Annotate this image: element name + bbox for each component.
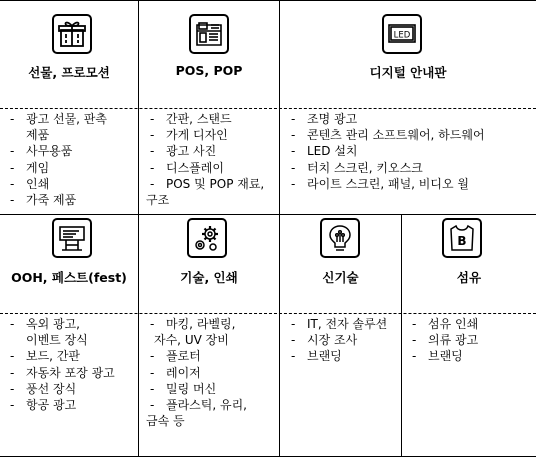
row-separator [0, 214, 536, 215]
billboard-icon [52, 218, 92, 258]
list-item: - 가죽 제품 [0, 192, 107, 208]
list-item: - 항공 광고 [0, 397, 115, 413]
gears-icon [187, 218, 227, 258]
list-item: - 브랜딩 [402, 348, 478, 364]
category-title: 선물, 프로모션 [28, 65, 110, 80]
list-item: - 자동차 포장 광고 [0, 365, 115, 381]
list-item: - 보드, 간판 [0, 348, 115, 364]
category-items [281, 316, 387, 365]
list-item: - 콘텐츠 관리 소프트웨어, 하드웨어 [281, 127, 485, 143]
list-item: - 조명 광고 [281, 111, 485, 127]
list-item: - 플로터 [140, 348, 247, 364]
category-title: OOH, 페스트(fest) [11, 270, 127, 285]
list-item: - 디스플레이 [140, 160, 264, 176]
category-items [0, 316, 115, 413]
row-separator [0, 313, 536, 314]
list-item: - 밀링 머신 [140, 381, 247, 397]
category-title: 기술, 인쇄 [180, 270, 238, 285]
lightbulb-head-icon [320, 218, 360, 258]
list-item: - 사무용품 [0, 143, 107, 159]
gift-box-icon [52, 14, 92, 54]
category-items [402, 316, 478, 365]
list-item: - 광고 선물, 판촉 제품 [0, 111, 107, 143]
category-title: 섬유 [456, 270, 482, 285]
list-item: - 플라스틱, 유리, 금속 등 [140, 397, 247, 429]
list-item: - 광고 사진 [140, 143, 264, 159]
list-item: - 게임 [0, 160, 107, 176]
category-title: POS, POP [175, 63, 243, 78]
category-title: 디지털 안내판 [369, 65, 447, 80]
list-item: - 인쇄 [0, 176, 107, 192]
list-item: - 섬유 인쇄 [402, 316, 478, 332]
store-display-icon [189, 14, 229, 54]
list-item: - 풍선 장식 [0, 381, 115, 397]
list-item: - 마킹, 라벨링, 자수, UV 장비 [140, 316, 247, 348]
svg-text:B: B [457, 234, 467, 248]
list-item: - 간판, 스탠드 [140, 111, 264, 127]
category-items [281, 111, 485, 192]
category-items [0, 111, 107, 208]
table-top-border [0, 0, 536, 1]
list-item: - 가게 디자인 [140, 127, 264, 143]
list-item: - 의류 광고 [402, 332, 478, 348]
list-item: - 라이트 스크린, 패널, 비디오 월 [281, 176, 485, 192]
list-item: - IT, 전자 솔루션 [281, 316, 387, 332]
row-separator [0, 108, 536, 109]
shirt-letter-b-icon [442, 218, 482, 258]
list-item: - 브랜딩 [281, 348, 387, 364]
category-items [140, 111, 264, 208]
list-item: - POS 및 POP 재료, 구조 [140, 176, 264, 208]
category-items [140, 316, 247, 429]
table-bottom-border [0, 456, 536, 457]
list-item: - 옥외 광고, 이벤트 장식 [0, 316, 115, 348]
list-item: - 시장 조사 [281, 332, 387, 348]
led-screen-icon [382, 14, 422, 54]
list-item: - LED 설치 [281, 143, 485, 159]
list-item: - 레이저 [140, 365, 247, 381]
list-item: - 터치 스크린, 키오스크 [281, 160, 485, 176]
svg-text:LED: LED [393, 30, 411, 41]
category-title: 신기술 [322, 270, 359, 285]
